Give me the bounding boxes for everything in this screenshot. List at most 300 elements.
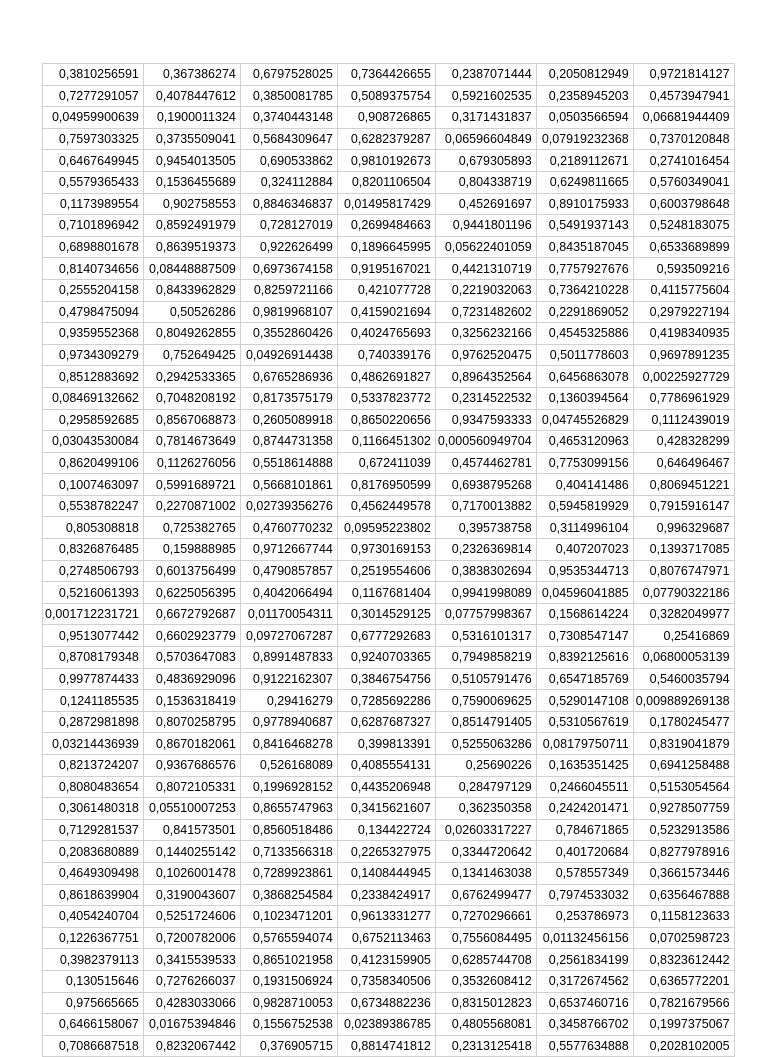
table-cell[interactable]: 0,6356467888: [633, 884, 734, 906]
table-cell[interactable]: 0,7786961929: [633, 387, 734, 409]
table-cell[interactable]: 0,7276266037: [143, 970, 240, 992]
table-cell[interactable]: 0,1408444945: [337, 862, 435, 884]
table-cell[interactable]: 0,04745526829: [536, 409, 633, 431]
table-cell[interactable]: 0,134422724: [337, 819, 435, 841]
table-cell[interactable]: 0,8326876485: [43, 539, 144, 561]
table-cell[interactable]: 0,9513077442: [43, 625, 144, 647]
table-cell[interactable]: 0,4798475094: [43, 301, 144, 323]
table-cell[interactable]: 0,9697891235: [633, 344, 734, 366]
table-cell[interactable]: 0,5668101861: [240, 474, 337, 496]
table-cell[interactable]: 0,996329687: [633, 517, 734, 539]
table-cell[interactable]: 0,01170054311: [240, 603, 337, 625]
table-cell[interactable]: 0,4435206948: [337, 776, 435, 798]
table-cell[interactable]: 0,5945819929: [536, 495, 633, 517]
table-cell[interactable]: 0,1900011324: [143, 107, 240, 129]
table-cell[interactable]: 0,679305893: [435, 150, 536, 172]
table-cell[interactable]: 0,2555204158: [43, 279, 144, 301]
table-cell[interactable]: 0,01675394846: [143, 1014, 240, 1036]
table-cell[interactable]: 0,6602923779: [143, 625, 240, 647]
table-cell[interactable]: 0,9819968107: [240, 301, 337, 323]
table-cell[interactable]: 0,6898801678: [43, 236, 144, 258]
table-cell[interactable]: 0,009889269138: [633, 690, 734, 712]
table-cell[interactable]: 0,2326369814: [435, 539, 536, 561]
table-cell[interactable]: 0,4024765693: [337, 323, 435, 345]
table-cell[interactable]: 0,9712667744: [240, 539, 337, 561]
table-cell[interactable]: 0,5765594074: [240, 927, 337, 949]
table-cell[interactable]: 0,6249811665: [536, 171, 633, 193]
table-cell[interactable]: 0,4653120963: [536, 431, 633, 453]
table-cell[interactable]: 0,1166451302: [337, 431, 435, 453]
table-cell[interactable]: 0,2561834199: [536, 949, 633, 971]
table-cell[interactable]: 0,1341463038: [435, 862, 536, 884]
table-cell[interactable]: 0,25690226: [435, 755, 536, 777]
table-cell[interactable]: 0,8277978916: [633, 841, 734, 863]
table-cell[interactable]: 0,6938795268: [435, 474, 536, 496]
table-cell[interactable]: 0,1007463097: [43, 474, 144, 496]
table-cell[interactable]: 0,8991487833: [240, 647, 337, 669]
table-cell[interactable]: 0,8620499106: [43, 452, 144, 474]
table-cell[interactable]: 0,5011778603: [536, 344, 633, 366]
table-cell[interactable]: 0,4562449578: [337, 495, 435, 517]
table-cell[interactable]: 0,5337823772: [337, 387, 435, 409]
table-cell[interactable]: 0,804338719: [435, 171, 536, 193]
table-cell[interactable]: 0,3172674562: [536, 970, 633, 992]
table-cell[interactable]: 0,3190043607: [143, 884, 240, 906]
table-cell[interactable]: 0,3014529125: [337, 603, 435, 625]
table-cell[interactable]: 0,8072105331: [143, 776, 240, 798]
table-cell[interactable]: 0,690533862: [240, 150, 337, 172]
table-cell[interactable]: 0,284797129: [435, 776, 536, 798]
table-cell[interactable]: 0,2028102005: [633, 1035, 734, 1057]
table-cell[interactable]: 0,06681944409: [633, 107, 734, 129]
table-cell[interactable]: 0,3282049977: [633, 603, 734, 625]
table-cell[interactable]: 0,2741016454: [633, 150, 734, 172]
table-cell[interactable]: 0,8070258795: [143, 711, 240, 733]
table-cell[interactable]: 0,9730169153: [337, 539, 435, 561]
table-cell[interactable]: 0,5216061393: [43, 582, 144, 604]
table-cell[interactable]: 0,6752113463: [337, 927, 435, 949]
table-cell[interactable]: 0,8259721166: [240, 279, 337, 301]
table-cell[interactable]: 0,1536455689: [143, 171, 240, 193]
table-cell[interactable]: 0,3458766702: [536, 1014, 633, 1036]
table-cell[interactable]: 0,2424201471: [536, 798, 633, 820]
table-cell[interactable]: 0,07790322186: [633, 582, 734, 604]
table-cell[interactable]: 0,6287687327: [337, 711, 435, 733]
table-cell[interactable]: 0,7974533032: [536, 884, 633, 906]
table-cell[interactable]: 0,2942533365: [143, 366, 240, 388]
table-cell[interactable]: 0,4760770232: [240, 517, 337, 539]
table-cell[interactable]: 0,6456863078: [536, 366, 633, 388]
table-cell[interactable]: 0,08448887509: [143, 258, 240, 280]
table-cell[interactable]: 0,1536318419: [143, 690, 240, 712]
table-cell[interactable]: 0,452691697: [435, 193, 536, 215]
table-cell[interactable]: 0,3415539533: [143, 949, 240, 971]
table-cell[interactable]: 0,1241185535: [43, 690, 144, 712]
table-cell[interactable]: 0,4545325886: [536, 323, 633, 345]
table-cell[interactable]: 0,2519554606: [337, 560, 435, 582]
table-cell[interactable]: 0,6282379287: [337, 128, 435, 150]
table-cell[interactable]: 0,2699484663: [337, 215, 435, 237]
table-cell[interactable]: 0,526168089: [240, 755, 337, 777]
table-cell[interactable]: 0,5290147108: [536, 690, 633, 712]
table-cell[interactable]: 0,6973674158: [240, 258, 337, 280]
table-cell[interactable]: 0,9828710053: [240, 992, 337, 1014]
table-cell[interactable]: 0,9359552368: [43, 323, 144, 345]
table-cell[interactable]: 0,672411039: [337, 452, 435, 474]
table-cell[interactable]: 0,5255063286: [435, 733, 536, 755]
table-cell[interactable]: 0,7308547147: [536, 625, 633, 647]
table-cell[interactable]: 0,01132456156: [536, 927, 633, 949]
table-cell[interactable]: 0,5251724606: [143, 906, 240, 928]
table-cell[interactable]: 0,9122162307: [240, 668, 337, 690]
table-cell[interactable]: 0,3114996104: [536, 517, 633, 539]
table-cell[interactable]: 0,324112884: [240, 171, 337, 193]
table-cell[interactable]: 0,6533689899: [633, 236, 734, 258]
table-cell[interactable]: 0,8319041879: [633, 733, 734, 755]
table-cell[interactable]: 0,1167681404: [337, 582, 435, 604]
table-cell[interactable]: 0,8650220656: [337, 409, 435, 431]
table-cell[interactable]: 0,4862691827: [337, 366, 435, 388]
table-cell[interactable]: 0,1360394564: [536, 387, 633, 409]
table-cell[interactable]: 0,7757927676: [536, 258, 633, 280]
table-cell[interactable]: 0,8232067442: [143, 1035, 240, 1057]
table-cell[interactable]: 0,5310567619: [536, 711, 633, 733]
table-cell[interactable]: 0,3735509041: [143, 128, 240, 150]
table-cell[interactable]: 0,2270871002: [143, 495, 240, 517]
table-cell[interactable]: 0,05622401059: [435, 236, 536, 258]
table-cell[interactable]: 0,5703647083: [143, 647, 240, 669]
table-cell[interactable]: 0,8514791405: [435, 711, 536, 733]
table-cell[interactable]: 0,9734309279: [43, 344, 144, 366]
table-cell[interactable]: 0,03043530084: [43, 431, 144, 453]
table-cell[interactable]: 0,1997375067: [633, 1014, 734, 1036]
table-cell[interactable]: 0,1026001478: [143, 862, 240, 884]
table-cell[interactable]: 0,9762520475: [435, 344, 536, 366]
table-cell[interactable]: 0,8651021958: [240, 949, 337, 971]
table-cell[interactable]: 0,9535344713: [536, 560, 633, 582]
table-cell[interactable]: 0,1931506924: [240, 970, 337, 992]
table-cell[interactable]: 0,6765286936: [240, 366, 337, 388]
table-cell[interactable]: 0,04926914438: [240, 344, 337, 366]
table-cell[interactable]: 0,2387071444: [435, 64, 536, 86]
table-cell[interactable]: 0,1112439019: [633, 409, 734, 431]
table-cell[interactable]: 0,3061480318: [43, 798, 144, 820]
table-cell[interactable]: 0,1635351425: [536, 755, 633, 777]
table-cell[interactable]: 0,4573947941: [633, 85, 734, 107]
table-cell[interactable]: 0,9941998089: [435, 582, 536, 604]
table-cell[interactable]: 0,8392125616: [536, 647, 633, 669]
table-cell[interactable]: 0,4115775604: [633, 279, 734, 301]
table-cell[interactable]: 0,7285692286: [337, 690, 435, 712]
table-cell[interactable]: 0,3838302694: [435, 560, 536, 582]
table-cell[interactable]: 0,9367686576: [143, 755, 240, 777]
table-cell[interactable]: 0,8639519373: [143, 236, 240, 258]
table-cell[interactable]: 0,3740443148: [240, 107, 337, 129]
table-cell[interactable]: 0,7370120848: [633, 128, 734, 150]
table-cell[interactable]: 0,7270296661: [435, 906, 536, 928]
table-cell[interactable]: 0,8076747971: [633, 560, 734, 582]
table-cell[interactable]: 0,07757998367: [435, 603, 536, 625]
table-cell[interactable]: 0,5248183075: [633, 215, 734, 237]
table-cell[interactable]: 0,9240703365: [337, 647, 435, 669]
table-cell[interactable]: 0,646496467: [633, 452, 734, 474]
table-cell[interactable]: 0,6547185769: [536, 668, 633, 690]
table-cell[interactable]: 0,4123159905: [337, 949, 435, 971]
table-cell[interactable]: 0,5105791476: [435, 668, 536, 690]
table-cell[interactable]: 0,05510007253: [143, 798, 240, 820]
table-cell[interactable]: 0,8708179348: [43, 647, 144, 669]
table-cell[interactable]: 0,50526286: [143, 301, 240, 323]
table-cell[interactable]: 0,7753099156: [536, 452, 633, 474]
table-cell[interactable]: 0,8964352564: [435, 366, 536, 388]
table-cell[interactable]: 0,421077728: [337, 279, 435, 301]
table-cell[interactable]: 0,593509216: [633, 258, 734, 280]
table-cell[interactable]: 0,1158123633: [633, 906, 734, 928]
table-cell[interactable]: 0,2219032063: [435, 279, 536, 301]
table-cell[interactable]: 0,8315012823: [435, 992, 536, 1014]
table-cell[interactable]: 0,6672792687: [143, 603, 240, 625]
table-cell[interactable]: 0,6467649945: [43, 150, 144, 172]
table-cell[interactable]: 0,08469132662: [43, 387, 144, 409]
table-cell[interactable]: 0,8744731358: [240, 431, 337, 453]
table-cell[interactable]: 0,752649425: [143, 344, 240, 366]
table-cell[interactable]: 0,1780245477: [633, 711, 734, 733]
table-cell[interactable]: 0,7556084495: [435, 927, 536, 949]
table-cell[interactable]: 0,9810192673: [337, 150, 435, 172]
table-cell[interactable]: 0,8655747963: [240, 798, 337, 820]
table-cell[interactable]: 0,2291869052: [536, 301, 633, 323]
table-cell[interactable]: 0,7086687518: [43, 1035, 144, 1057]
table-cell[interactable]: 0,4805568081: [435, 1014, 536, 1036]
table-cell[interactable]: 0,2313125418: [435, 1035, 536, 1057]
table-cell[interactable]: 0,00225927729: [633, 366, 734, 388]
table-cell[interactable]: 0,03214436939: [43, 733, 144, 755]
table-cell[interactable]: 0,8049262855: [143, 323, 240, 345]
table-cell[interactable]: 0,8814741812: [337, 1035, 435, 1057]
table-cell[interactable]: 0,9441801196: [435, 215, 536, 237]
table-cell[interactable]: 0,4836929096: [143, 668, 240, 690]
table-cell[interactable]: 0,01495817429: [337, 193, 435, 215]
table-cell[interactable]: 0,3415621607: [337, 798, 435, 820]
table-cell[interactable]: 0,8512883692: [43, 366, 144, 388]
table-cell[interactable]: 0,428328299: [633, 431, 734, 453]
table-cell[interactable]: 0,6365772201: [633, 970, 734, 992]
table-cell[interactable]: 0,784671865: [536, 819, 633, 841]
table-cell[interactable]: 0,2189112671: [536, 150, 633, 172]
table-cell[interactable]: 0,3810256591: [43, 64, 144, 86]
table-cell[interactable]: 0,6285744708: [435, 949, 536, 971]
table-cell[interactable]: 0,08179750711: [536, 733, 633, 755]
table-cell[interactable]: 0,159888985: [143, 539, 240, 561]
table-cell[interactable]: 0,2338424917: [337, 884, 435, 906]
table-cell[interactable]: 0,000560949704: [435, 431, 536, 453]
table-cell[interactable]: 0,130515646: [43, 970, 144, 992]
table-cell[interactable]: 0,4283033066: [143, 992, 240, 1014]
table-cell[interactable]: 0,1440255142: [143, 841, 240, 863]
table-cell[interactable]: 0,2083680889: [43, 841, 144, 863]
table-cell[interactable]: 0,8213724207: [43, 755, 144, 777]
table-cell[interactable]: 0,3846754756: [337, 668, 435, 690]
table-cell[interactable]: 0,9721814127: [633, 64, 734, 86]
table-cell[interactable]: 0,5316101317: [435, 625, 536, 647]
table-cell[interactable]: 0,2358945203: [536, 85, 633, 107]
table-cell[interactable]: 0,1996928152: [240, 776, 337, 798]
table-cell[interactable]: 0,4042066494: [240, 582, 337, 604]
table-cell[interactable]: 0,7101896942: [43, 215, 144, 237]
table-cell[interactable]: 0,7821679566: [633, 992, 734, 1014]
table-cell[interactable]: 0,02739356276: [240, 495, 337, 517]
table-cell[interactable]: 0,2050812949: [536, 64, 633, 86]
table-cell[interactable]: 0,04596041885: [536, 582, 633, 604]
table-cell[interactable]: 0,728127019: [240, 215, 337, 237]
table-cell[interactable]: 0,2605089918: [240, 409, 337, 431]
table-cell[interactable]: 0,8592491979: [143, 215, 240, 237]
table-cell[interactable]: 0,725382765: [143, 517, 240, 539]
table-cell[interactable]: 0,1556752538: [240, 1014, 337, 1036]
table-cell[interactable]: 0,7277291057: [43, 85, 144, 107]
table-cell[interactable]: 0,401720684: [536, 841, 633, 863]
table-cell[interactable]: 0,922626499: [240, 236, 337, 258]
table-cell[interactable]: 0,7590069625: [435, 690, 536, 712]
table-cell[interactable]: 0,362350358: [435, 798, 536, 820]
table-cell[interactable]: 0,4078447612: [143, 85, 240, 107]
table-cell[interactable]: 0,8910175933: [536, 193, 633, 215]
table-cell[interactable]: 0,2466045511: [536, 776, 633, 798]
table-cell[interactable]: 0,5991689721: [143, 474, 240, 496]
table-cell[interactable]: 0,253786973: [536, 906, 633, 928]
table-cell[interactable]: 0,4649309498: [43, 862, 144, 884]
table-cell[interactable]: 0,5538782247: [43, 495, 144, 517]
table-cell[interactable]: 0,7048208192: [143, 387, 240, 409]
table-cell[interactable]: 0,3552860426: [240, 323, 337, 345]
table-cell[interactable]: 0,5153054564: [633, 776, 734, 798]
table-cell[interactable]: 0,1126276056: [143, 452, 240, 474]
table-cell[interactable]: 0,6762499477: [435, 884, 536, 906]
table-cell[interactable]: 0,407207023: [536, 539, 633, 561]
table-cell[interactable]: 0,7170013882: [435, 495, 536, 517]
table-cell[interactable]: 0,09595223802: [337, 517, 435, 539]
table-cell[interactable]: 0,4574462781: [435, 452, 536, 474]
table-cell[interactable]: 0,404141486: [536, 474, 633, 496]
table-cell[interactable]: 0,3532608412: [435, 970, 536, 992]
table-cell[interactable]: 0,0503566594: [536, 107, 633, 129]
table-cell[interactable]: 0,8201106504: [337, 171, 435, 193]
table-cell[interactable]: 0,8176950599: [337, 474, 435, 496]
table-cell[interactable]: 0,3344720642: [435, 841, 536, 863]
table-cell[interactable]: 0,367386274: [143, 64, 240, 86]
table-cell[interactable]: 0,4421310719: [435, 258, 536, 280]
table-cell[interactable]: 0,07919232368: [536, 128, 633, 150]
table-cell[interactable]: 0,7231482602: [435, 301, 536, 323]
table-cell[interactable]: 0,1393717085: [633, 539, 734, 561]
table-cell[interactable]: 0,4159021694: [337, 301, 435, 323]
table-cell[interactable]: 0,7915916147: [633, 495, 734, 517]
table-cell[interactable]: 0,8416468278: [240, 733, 337, 755]
table-cell[interactable]: 0,1568614224: [536, 603, 633, 625]
table-cell[interactable]: 0,740339176: [337, 344, 435, 366]
table-cell[interactable]: 0,3868254584: [240, 884, 337, 906]
table-cell[interactable]: 0,3982379113: [43, 949, 144, 971]
table-cell[interactable]: 0,6537460716: [536, 992, 633, 1014]
table-cell[interactable]: 0,3171431837: [435, 107, 536, 129]
table-cell[interactable]: 0,975665665: [43, 992, 144, 1014]
table-cell[interactable]: 0,8433962829: [143, 279, 240, 301]
table-cell[interactable]: 0,5921602535: [435, 85, 536, 107]
table-cell[interactable]: 0,6003798648: [633, 193, 734, 215]
table-cell[interactable]: 0,06596604849: [435, 128, 536, 150]
table-cell[interactable]: 0,8069451221: [633, 474, 734, 496]
table-cell[interactable]: 0,395738758: [435, 517, 536, 539]
table-cell[interactable]: 0,7949858219: [435, 647, 536, 669]
table-cell[interactable]: 0,1226367751: [43, 927, 144, 949]
table-cell[interactable]: 0,2872981898: [43, 711, 144, 733]
table-cell[interactable]: 0,9347593333: [435, 409, 536, 431]
table-cell[interactable]: 0,7133566318: [240, 841, 337, 863]
table-cell[interactable]: 0,7814673649: [143, 431, 240, 453]
table-cell[interactable]: 0,9613331277: [337, 906, 435, 928]
table-cell[interactable]: 0,09727067287: [240, 625, 337, 647]
table-cell[interactable]: 0,805308818: [43, 517, 144, 539]
table-cell[interactable]: 0,5518614888: [240, 452, 337, 474]
table-cell[interactable]: 0,9278507759: [633, 798, 734, 820]
table-cell[interactable]: 0,9977874433: [43, 668, 144, 690]
table-cell[interactable]: 0,6466158067: [43, 1014, 144, 1036]
table-cell[interactable]: 0,6941258488: [633, 755, 734, 777]
table-cell[interactable]: 0,9195167021: [337, 258, 435, 280]
table-cell[interactable]: 0,399813391: [337, 733, 435, 755]
table-cell[interactable]: 0,3661573446: [633, 862, 734, 884]
table-cell[interactable]: 0,8567068873: [143, 409, 240, 431]
table-cell[interactable]: 0,3850081785: [240, 85, 337, 107]
table-cell[interactable]: 0,5460035794: [633, 668, 734, 690]
table-cell[interactable]: 0,06800053139: [633, 647, 734, 669]
table-cell[interactable]: 0,8140734656: [43, 258, 144, 280]
table-cell[interactable]: 0,02389386785: [337, 1014, 435, 1036]
table-cell[interactable]: 0,02603317227: [435, 819, 536, 841]
table-cell[interactable]: 0,5760349041: [633, 171, 734, 193]
table-cell[interactable]: 0,4790857857: [240, 560, 337, 582]
table-cell[interactable]: 0,1173989554: [43, 193, 144, 215]
table-cell[interactable]: 0,1896645995: [337, 236, 435, 258]
table-cell[interactable]: 0,8846346837: [240, 193, 337, 215]
table-cell[interactable]: 0,6797528025: [240, 64, 337, 86]
table-cell[interactable]: 0,2314522532: [435, 387, 536, 409]
table-cell[interactable]: 0,8670182061: [143, 733, 240, 755]
table-cell[interactable]: 0,5577634888: [536, 1035, 633, 1057]
table-cell[interactable]: 0,8618639904: [43, 884, 144, 906]
table-cell[interactable]: 0,908726865: [337, 107, 435, 129]
table-cell[interactable]: 0,5684309647: [240, 128, 337, 150]
table-cell[interactable]: 0,7129281537: [43, 819, 144, 841]
table-cell[interactable]: 0,2748506793: [43, 560, 144, 582]
table-cell[interactable]: 0,8435187045: [536, 236, 633, 258]
table-cell[interactable]: 0,001712231721: [43, 603, 144, 625]
table-cell[interactable]: 0,7200782006: [143, 927, 240, 949]
table-cell[interactable]: 0,2979227194: [633, 301, 734, 323]
table-cell[interactable]: 0,25416869: [633, 625, 734, 647]
table-cell[interactable]: 0,4198340935: [633, 323, 734, 345]
table-cell[interactable]: 0,6013756499: [143, 560, 240, 582]
table-cell[interactable]: 0,7364426655: [337, 64, 435, 86]
table-cell[interactable]: 0,902758553: [143, 193, 240, 215]
table-cell[interactable]: 0,29416279: [240, 690, 337, 712]
table-cell[interactable]: 0,376905715: [240, 1035, 337, 1057]
table-cell[interactable]: 0,2958592685: [43, 409, 144, 431]
table-cell[interactable]: 0,6225056395: [143, 582, 240, 604]
table-cell[interactable]: 0,9454013505: [143, 150, 240, 172]
table-cell[interactable]: 0,6734882236: [337, 992, 435, 1014]
table-cell[interactable]: 0,5491937143: [536, 215, 633, 237]
